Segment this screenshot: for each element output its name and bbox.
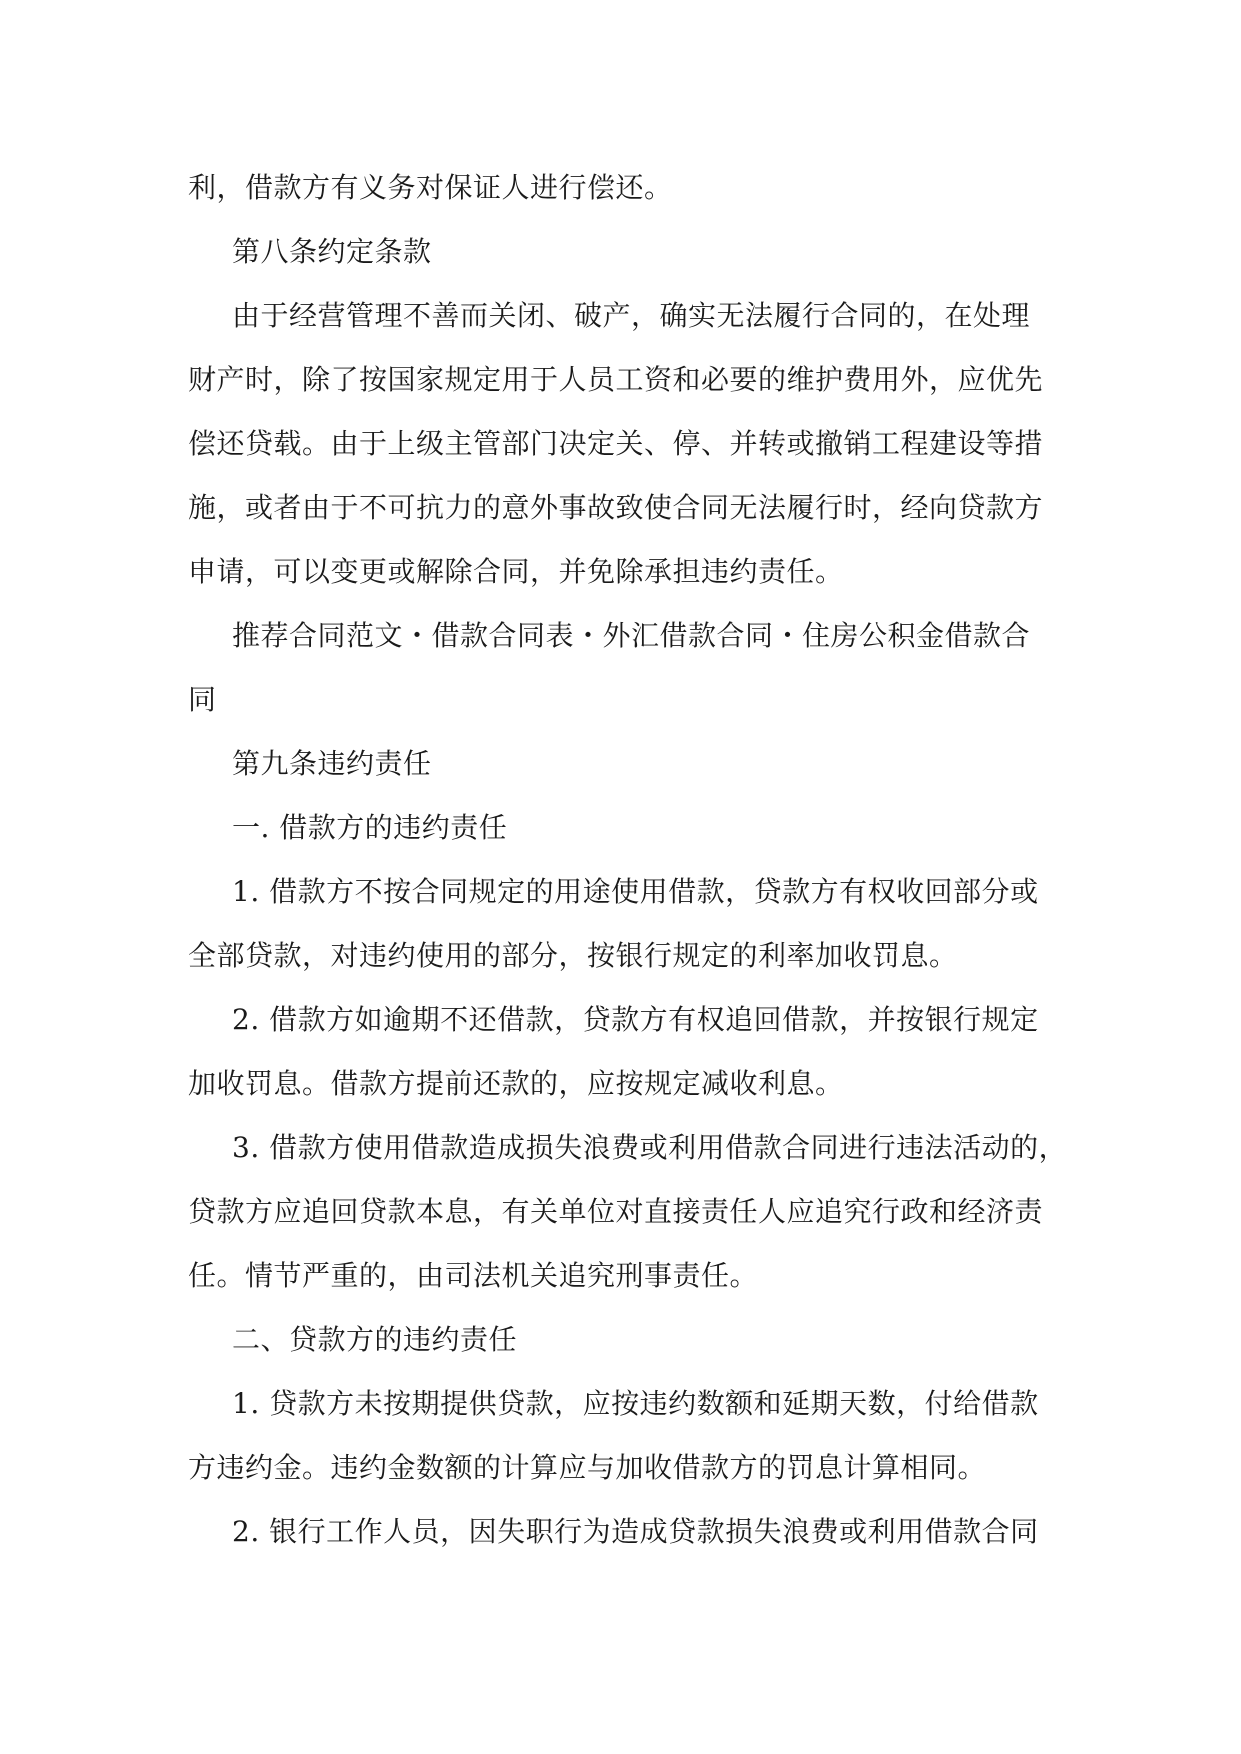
subsection-heading: 一. 借款方的违约责任: [232, 811, 508, 844]
text-line: 任。情节严重的，由司法机关追究刑事责任。: [188, 1259, 759, 1292]
text-line: 申请，可以变更或解除合同，并免除承担违约责任。: [188, 555, 844, 588]
text-line: 财产时，除了按国家规定用于人员工资和必要的维护费用外，应优先: [188, 363, 1044, 396]
text-line: 1. 贷款方未按期提供贷款，应按违约数额和延期天数，付给借款: [232, 1387, 1039, 1420]
text-line: 2. 借款方如逾期不还借款，贷款方有权追回借款，并按银行规定: [232, 1003, 1039, 1036]
text-line: 施，或者由于不可抗力的意外事故致使合同无法履行时，经向贷款方: [188, 491, 1044, 524]
recommendation-line: 同: [188, 683, 217, 716]
text-line: 3. 借款方使用借款造成损失浪费或利用借款合同进行违法活动的，: [232, 1131, 1068, 1164]
text-line: 全部贷款，对违约使用的部分，按银行规定的利率加收罚息。: [188, 939, 958, 972]
text-line: 贷款方应追回贷款本息，有关单位对直接责任人应追究行政和经济责: [188, 1195, 1044, 1228]
section-heading-8: 第八条约定条款: [232, 235, 432, 268]
subsection-heading: 二、贷款方的违约责任: [232, 1323, 518, 1356]
text-line: 方违约金。违约金数额的计算应与加收借款方的罚息计算相同。: [188, 1451, 987, 1484]
section-heading-9: 第九条违约责任: [232, 747, 432, 780]
text-line: 偿还贷载。由于上级主管部门决定关、停、并转或撤销工程建设等措: [188, 427, 1044, 460]
text-line: 由于经营管理不善而关闭、破产，确实无法履行合同的，在处理: [232, 299, 1031, 332]
document-body: [188, 156, 1068, 1564]
text-line: 加收罚息。借款方提前还款的，应按规定减收利息。: [188, 1067, 844, 1100]
text-line: 利，借款方有义务对保证人进行偿还。: [188, 171, 673, 204]
text-line: 1. 借款方不按合同规定的用途使用借款，贷款方有权收回部分或: [232, 875, 1039, 908]
recommendation-line: 推荐合同范文・借款合同表・外汇借款合同・住房公积金借款合: [232, 619, 1031, 652]
text-line: 2. 银行工作人员，因失职行为造成贷款损失浪费或利用借款合同: [232, 1515, 1039, 1548]
